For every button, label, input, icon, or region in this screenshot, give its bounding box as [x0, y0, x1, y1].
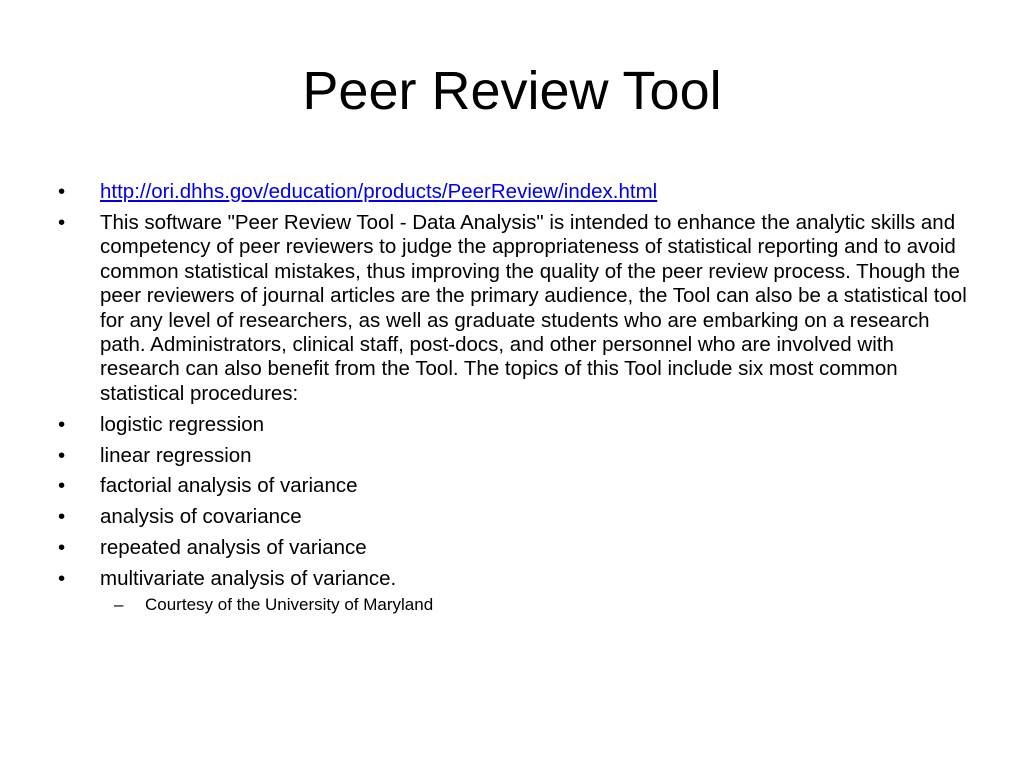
bullet-link	[58, 180, 968, 204]
topic-text: • analysis of covariance	[100, 505, 302, 529]
credit-text: Courtesy of the University of Maryland	[145, 594, 434, 614]
bullet-topic	[58, 536, 968, 560]
bullet-topic	[58, 474, 968, 498]
description-text: • This software "Peer Review Tool - Data Analysis" is intended to enhance the analytic skills and competency of peer reviewers to judge the appropriateness of statistical reporting and to avoid common statistical mistakes, thus improving the quality of the peer review process. Though the peer reviewers of journal articles are the primary audience, the Tool can also be a statistical tool for any level of researchers, as well as graduate students who are embarking on a research path. Administrators, clinical staff, post-docs, and other personnel who are involved with research can also benefit from the Tool. The topics of this Tool include six most common statistical procedures:	[100, 210, 967, 405]
topic-text: • linear regression	[100, 443, 252, 467]
topic-text: • logistic regression	[100, 412, 265, 436]
topic-text: • factorial analysis of variance	[100, 474, 358, 498]
bullet-topic	[58, 413, 968, 437]
bullet-topic	[58, 505, 968, 529]
slide-title: Peer Review Tool	[302, 61, 722, 121]
bullet-topic	[58, 444, 968, 468]
sub-bullet-list	[100, 594, 968, 616]
topic-text: • repeated analysis of variance	[100, 536, 367, 560]
bullet-list	[58, 180, 968, 622]
bullet-topic	[58, 567, 968, 615]
bullet-description	[58, 211, 968, 406]
topic-text: • multivariate analysis of variance.	[100, 567, 397, 591]
sub-bullet-credit	[100, 594, 968, 616]
peer-review-link[interactable]: • http://ori.dhhs.gov/education/products/PeerReview/index.html	[100, 180, 658, 203]
